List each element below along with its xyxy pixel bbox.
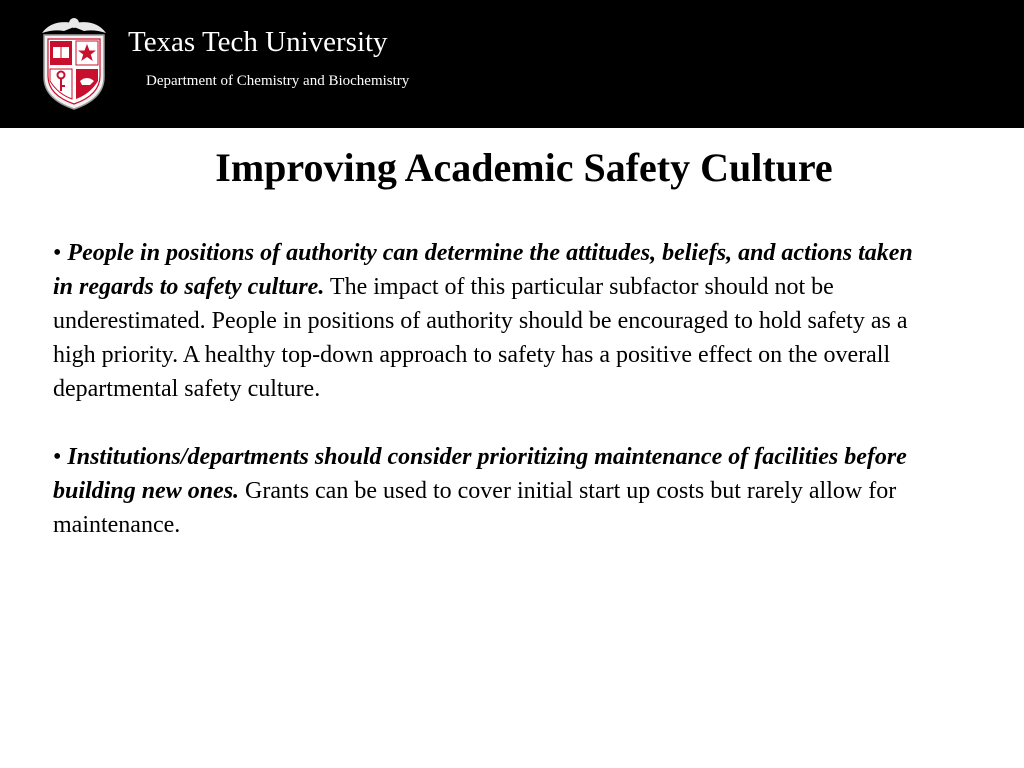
bullet-lead: Institutions/departments should consider prioritizing maintenance of facilities before building new ones. [53, 444, 907, 504]
slide-title: Improving Academic Safety Culture [215, 145, 833, 190]
bullet-body: Grants can be used to cover initial start up costs but rarely allow for maintenance. [53, 478, 897, 538]
university-seal-icon [38, 15, 110, 111]
bullet-body: The impact of this particular subfactor should not be underestimated. People in positions of authority should be encouraged to hold safety as a high priority. A healthy top-down approach to safety has a positive effect on the overall departmental safety culture. [53, 274, 908, 402]
header-bar [0, 0, 1024, 128]
bullet-marker: • [53, 240, 62, 266]
bullet-marker: • [53, 444, 62, 470]
bullet-lead: People in positions of authority can determine the attitudes, beliefs, and actions taken in regards to safety culture. [53, 240, 913, 300]
university-name: Texas Tech University [128, 26, 388, 58]
slide-body [53, 236, 923, 576]
bullet-item [53, 440, 923, 542]
department-name: Department of Chemistry and Biochemistry [146, 73, 410, 89]
bullet-item [53, 236, 923, 406]
